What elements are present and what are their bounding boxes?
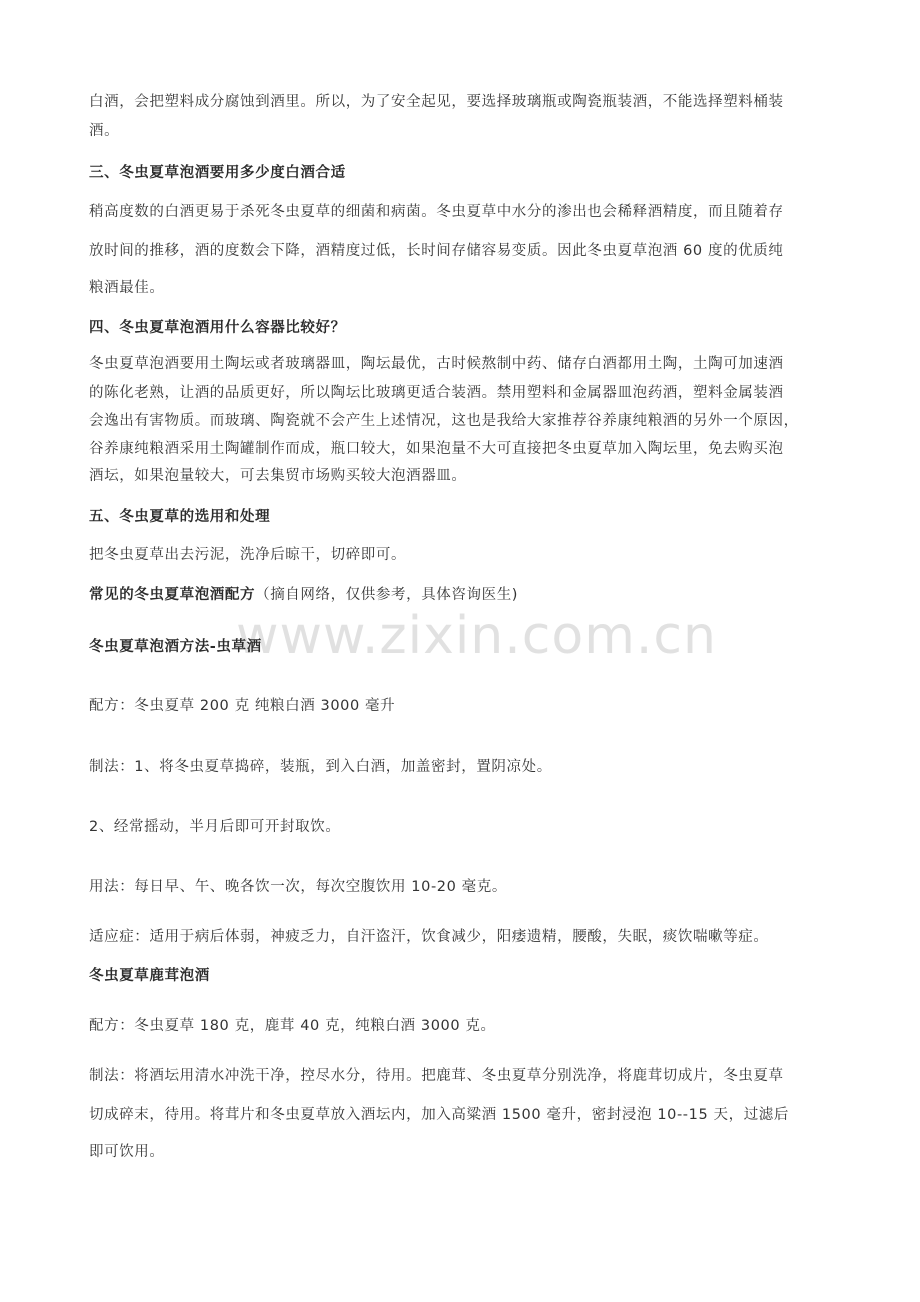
paragraph-line: 冬虫夏草泡酒要用土陶坛或者玻璃器皿，陶坛最优，古时候熬制中药、储存白酒都用土陶，土陶可加速酒 — [89, 356, 784, 372]
recipe-title: 冬虫夏草鹿茸泡酒 — [89, 968, 210, 984]
recipe-usage: 用法：每日早、午、晚各饮一次，每次空腹饮用 10-20 毫克。 — [89, 879, 507, 895]
paragraph-line: 粮酒最佳。 — [89, 280, 165, 296]
recipes-intro-note: （摘自网络，仅供参考，具体咨询医生) — [255, 587, 519, 603]
section-heading-4: 四、冬虫夏草泡酒用什么容器比较好？ — [89, 320, 346, 336]
recipe-formula: 配方：冬虫夏草 180 克，鹿茸 40 克，纯粮白酒 3000 克。 — [89, 1018, 496, 1034]
recipe-formula: 配方：冬虫夏草 200 克 纯粮白酒 3000 毫升 — [89, 698, 396, 714]
recipe-indication: 适应症：适用于病后体弱，神疲乏力，自汗盗汗，饮食减少，阳痿遗精，腰酸，失眠，痰饮喘嗽等症。 — [89, 929, 769, 945]
section-heading-5: 五、冬虫夏草的选用和处理 — [89, 509, 271, 525]
paragraph-line: 会逸出有害物质。而玻璃、陶瓷就不会产生上述情况，这也是我给大家推荐谷养康纯粮酒的另外一个原因， — [89, 413, 799, 429]
recipe-method: 制法：1、将冬虫夏草捣碎，装瓶，到入白酒，加盖密封，置阴凉处。 — [89, 759, 552, 775]
recipe-method: 即可饮用。 — [89, 1144, 165, 1160]
paragraph-line: 把冬虫夏草出去污泥，洗净后晾干，切碎即可。 — [89, 547, 407, 563]
recipe-method: 制法：将酒坛用清水冲洗干净，控尽水分，待用。把鹿茸、冬虫夏草分别洗净，将鹿茸切成片，冬虫夏草 — [89, 1068, 784, 1084]
recipes-intro — [89, 585, 518, 605]
recipe-method: 切成碎末，待用。将茸片和冬虫夏草放入酒坛内，加入高粱酒 1500 毫升，密封浸泡 10--15 天，过滤后 — [89, 1107, 789, 1123]
paragraph-line: 的陈化老熟，让酒的品质更好，所以陶坛比玻璃更适合装酒。禁用塑料和金属器皿泡药酒，塑料金属装酒 — [89, 385, 784, 401]
paragraph-line: 谷养康纯粮酒采用土陶罐制作而成，瓶口较大，如果泡量不大可直接把冬虫夏草加入陶坛里，免去购买泡 — [89, 441, 784, 457]
paragraph-line: 酒。 — [89, 123, 120, 139]
paragraph-line: 白酒，会把塑料成分腐蚀到酒里。所以，为了安全起见，要选择玻璃瓶或陶瓷瓶装酒，不能选择塑料桶装 — [89, 94, 784, 110]
recipe-title: 冬虫夏草泡酒方法-虫草酒 — [89, 639, 262, 655]
paragraph-line: 酒坛，如果泡量较大，可去集贸市场购买较大泡酒器皿。 — [89, 468, 467, 484]
recipe-method: 2、经常摇动，半月后即可开封取饮。 — [89, 819, 341, 835]
recipes-intro-heading: 常见的冬虫夏草泡酒配方 — [89, 587, 256, 603]
watermark: www.zixin.com.cn — [236, 606, 717, 666]
section-heading-3: 三、冬虫夏草泡酒要用多少度白酒合适 — [89, 165, 346, 181]
paragraph-line: 放时间的推移，酒的度数会下降，酒精度过低，长时间存储容易变质。因此冬虫夏草泡酒 60 度的优质纯 — [89, 243, 784, 259]
paragraph-line: 稍高度数的白酒更易于杀死冬虫夏草的细菌和病菌。冬虫夏草中水分的渗出也会稀释酒精度，而且随着存 — [89, 204, 784, 220]
